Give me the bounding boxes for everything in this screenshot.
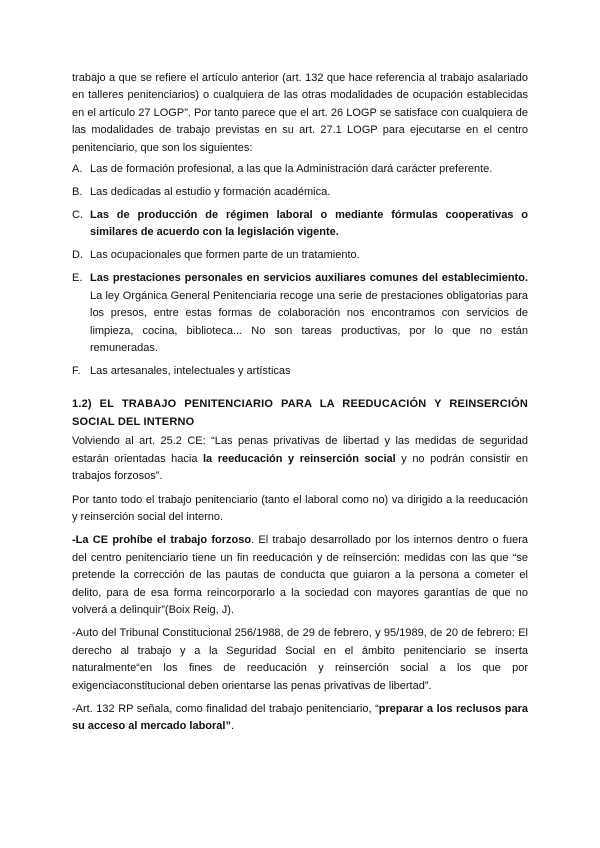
paragraph-reinsercion: Por tanto todo el trabajo penitenciario (tanto el laboral como no) va dirigido a la reeducación y reinserción social del interno. xyxy=(72,493,528,523)
list-item-text: Las artesanales, intelectuales y artísticas xyxy=(90,365,291,378)
document-body xyxy=(72,70,528,742)
work-modalities-list xyxy=(72,161,528,380)
intro-paragraph: trabajo a que se refiere el artículo anterior (art. 132 que hace referencia al trabajo asalariado en talleres penitenciarios) o cualquiera de las otras modalidades de ocupación establecidas en el artículo 27 LOGP”. Por tanto parece que el art. 26 LOGP se satisface con cualquiera de las modalidades de trabajo previstas en su art. 27.1 LOGP para ejecutarse en el centro penitenciario, que son los siguientes: xyxy=(72,72,528,154)
list-item-bold-text: Las prestaciones personales en servicios auxiliares comunes del establecimiento. xyxy=(90,272,528,285)
list-item-d xyxy=(72,247,528,264)
list-item-text: La ley Orgánica General Penitenciaria recoge una serie de prestaciones obligatorias para los presos, entre estas formas de colaboración nos encontramos con servicios de limpieza, cocina, biblioteca... No son tareas productivas, por lo que no están remuneradas. xyxy=(90,289,528,355)
list-marker: A. xyxy=(72,163,83,176)
list-item-text: Las de formación profesional, a las que la Administración dará carácter preferente. xyxy=(90,163,493,176)
list-item-text: Las ocupacionales que formen parte de un tratamiento. xyxy=(90,249,360,262)
list-item-c xyxy=(72,207,528,242)
list-item-text: Las dedicadas al estudio y formación académica. xyxy=(90,186,331,199)
list-item-a xyxy=(72,161,528,178)
paragraph-bold-text: -La CE prohíbe el trabajo forzoso xyxy=(72,534,252,547)
paragraph-trabajo-forzoso xyxy=(72,532,528,619)
list-marker: C. xyxy=(72,209,83,222)
paragraph-text: Volviendo al art. 25.2 CE: “Las penas privativas de libertad y las medidas de seguridad estarán orientadas hacia xyxy=(72,435,528,465)
list-item-e xyxy=(72,270,528,357)
paragraph-bold-text: preparar a los reclusos para su acceso al mercado laboral” xyxy=(72,702,528,733)
list-marker: F. xyxy=(72,365,81,378)
list-item-f xyxy=(72,363,528,380)
paragraph-text: . xyxy=(230,720,235,733)
paragraph-bold-text: la reeducación y reinserción social xyxy=(202,452,396,465)
section-heading: 1.2) EL TRABAJO PENITENCIARIO PARA LA REEDUCACIÓN Y REINSERCIÓN SOCIAL DEL INTERNO xyxy=(72,398,528,428)
paragraph-art-132-rp xyxy=(72,701,528,736)
list-marker: D. xyxy=(72,249,83,262)
list-item-b xyxy=(72,184,528,201)
paragraph-text: -Art. 132 RP señala, como finalidad del trabajo penitenciario, “ xyxy=(72,702,379,715)
list-marker: E. xyxy=(72,272,83,285)
paragraph-art-25-2 xyxy=(72,433,528,485)
paragraph-text: y no podrán consistir en trabajos forzosos”. xyxy=(72,452,528,483)
list-marker: B. xyxy=(72,186,83,199)
paragraph-text: . El trabajo desarrollado por los internos dentro o fuera del centro penitenciario tiene un fin reeducación y de reinserción: medidas con las que “se pretende la corrección de las pautas de conducta que guiaron a la persona a cometer el delito, para de esa forma reincorporarlo a la sociedad con mayores garantías de que no volverá a delinquir”(Boix Reig, J). xyxy=(72,534,528,616)
list-item-bold-text: Las de producción de régimen laboral o mediante fórmulas cooperativas o similares de acuerdo con la legislación vigente. xyxy=(90,209,528,239)
paragraph-auto-tc: -Auto del Tribunal Constitucional 256/1988, de 29 de febrero, y 95/1989, de 20 de febrero: El derecho al trabajo y a la Seguridad Social en el ámbito penitenciario se inserta naturalmente“en los fines de reeducación y reinserción social a los que por exigenciaconstitucional deben orientarse las penas privativas de libertad”. xyxy=(72,627,528,692)
